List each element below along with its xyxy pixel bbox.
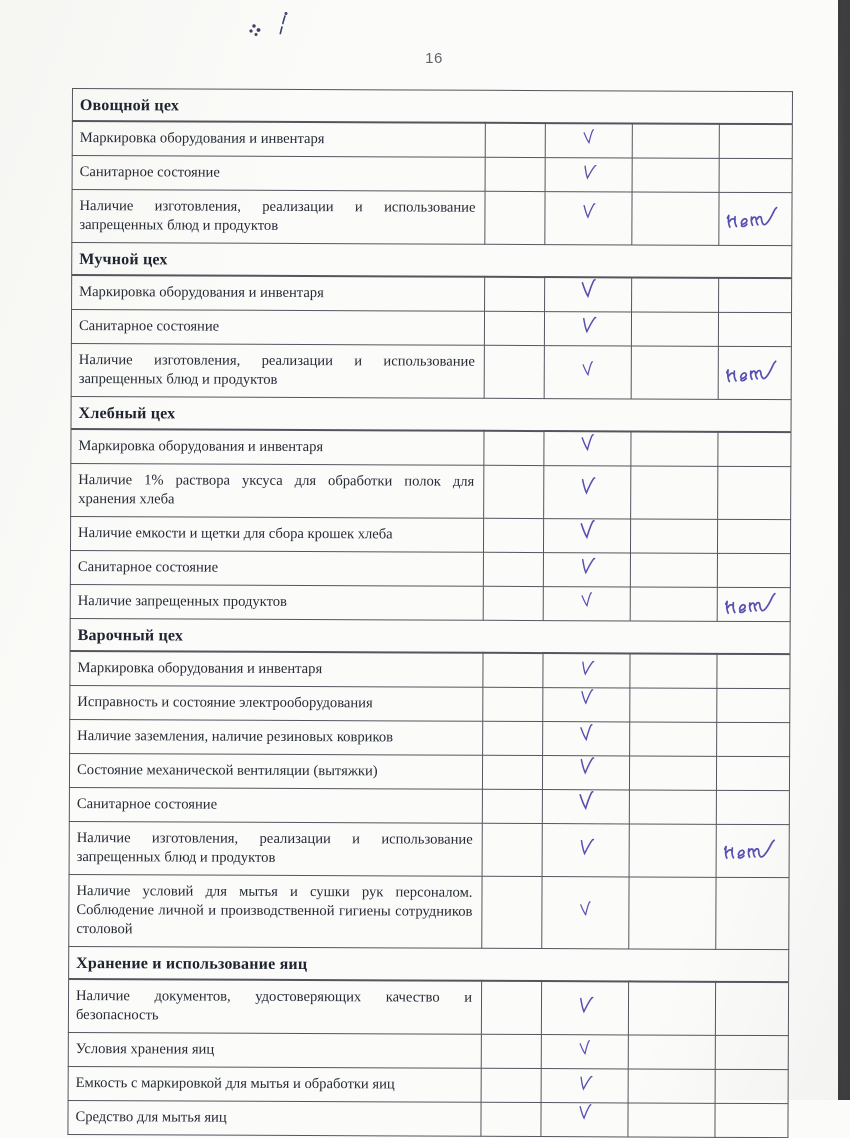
checkmark-icon	[577, 1040, 592, 1058]
item-text: Санитарное состояние	[77, 559, 219, 576]
note-cell	[715, 1069, 788, 1103]
handwritten-note	[719, 354, 792, 391]
checkmark-icon	[577, 1103, 592, 1122]
note-cell	[718, 346, 791, 399]
handwritten-note	[720, 200, 792, 236]
empty-cell-1	[481, 981, 541, 1035]
section-header-cell	[72, 89, 792, 125]
empty-cell-1	[482, 823, 542, 876]
checkmark-icon	[579, 314, 598, 337]
note-cell	[717, 654, 790, 689]
section-header-cell	[71, 396, 791, 432]
empty-cell-1	[485, 157, 545, 191]
empty-cell-1	[485, 277, 545, 312]
item-text-cell	[69, 874, 482, 948]
item-text-cell	[69, 821, 482, 876]
empty-cell-1	[484, 345, 544, 398]
empty-cell-2	[630, 722, 717, 756]
check-cell	[542, 790, 629, 824]
empty-cell-2	[629, 756, 716, 790]
checkmark-icon	[579, 688, 594, 707]
section-header-row	[70, 618, 790, 654]
empty-cell-2	[632, 277, 719, 312]
check-cell	[542, 877, 629, 949]
check-cell	[542, 824, 629, 877]
item-text: Наличие запрещенных продуктов	[77, 593, 288, 610]
item-text-cell	[71, 429, 484, 465]
checkmark-icon	[578, 555, 597, 578]
checkmark-icon	[578, 658, 595, 679]
scan-edge-shadow	[838, 0, 850, 1100]
note-cell	[716, 877, 789, 949]
note-cell	[716, 790, 789, 824]
empty-cell-2	[632, 123, 719, 158]
note-cell	[716, 756, 789, 790]
item-text-cell	[71, 343, 484, 398]
inspection-table-wrap	[67, 88, 792, 1138]
empty-cell-1	[481, 1102, 541, 1136]
item-text-cell	[70, 685, 483, 721]
item-text: Исправность и состояние электрооборудования	[77, 694, 373, 712]
item-text-cell	[68, 1100, 481, 1136]
checkmark-icon	[580, 360, 595, 378]
table-body	[68, 89, 793, 1138]
empty-cell-1	[483, 653, 543, 688]
section-header-row	[72, 243, 792, 279]
handwritten-net-word-icon	[720, 200, 792, 236]
empty-cell-1	[485, 191, 545, 244]
empty-cell-1	[484, 465, 544, 518]
item-text-cell	[68, 1032, 481, 1068]
check-cell	[543, 587, 630, 621]
empty-cell-2	[631, 466, 718, 519]
item-text: Санитарное состояние	[78, 318, 220, 335]
empty-cell-1	[483, 721, 543, 755]
item-text-cell	[72, 190, 485, 245]
note-cell	[715, 982, 788, 1036]
checklist-row	[68, 1066, 788, 1103]
check-cell	[544, 346, 631, 399]
empty-cell-2	[629, 824, 716, 877]
item-text-cell	[68, 1066, 481, 1102]
checklist-row	[71, 463, 791, 519]
checkmark-icon	[578, 475, 596, 498]
item-text-cell	[72, 156, 485, 192]
check-cell	[545, 158, 632, 192]
section-header-row	[71, 396, 791, 432]
checklist-row	[71, 343, 791, 399]
check-cell	[543, 653, 630, 688]
checklist-row	[70, 550, 790, 587]
item-text: Наличие изготовления, реализации и использование запрещенных блюд и продуктов	[76, 830, 473, 866]
empty-cell-2	[630, 688, 717, 722]
note-cell	[717, 553, 790, 587]
check-cell	[542, 756, 629, 790]
checkmark-icon	[581, 129, 596, 147]
checklist-row	[72, 275, 792, 313]
item-text-cell	[69, 787, 482, 823]
note-cell	[717, 587, 790, 621]
check-cell	[541, 1069, 628, 1103]
checkmark-icon	[576, 1073, 593, 1094]
item-text: Наличие условий для мытья и сушки рук персоналом. Соблюдение личной и производственной гигиены сотрудников столовой	[76, 883, 473, 938]
handwritten-note	[719, 586, 791, 622]
note-cell	[718, 312, 791, 346]
checklist-row	[71, 429, 791, 467]
empty-cell-1	[482, 876, 542, 948]
checkmark-icon	[578, 901, 593, 919]
checklist-row	[69, 753, 789, 790]
checkmark-icon	[578, 519, 596, 542]
check-cell	[541, 1035, 628, 1069]
item-text: Наличие заземления, наличие резиновых ковриков	[77, 728, 394, 746]
section-header-cell	[72, 243, 792, 279]
item-text: Наличие емкости и щетки для сбора крошек хлеба	[78, 525, 393, 543]
item-text: Условия хранения яиц	[75, 1041, 215, 1058]
handwritten-net-word-icon	[718, 833, 789, 866]
checklist-row	[72, 156, 792, 193]
empty-cell-1	[481, 1034, 541, 1068]
item-text-cell	[72, 275, 485, 311]
item-text-cell	[70, 584, 483, 620]
item-text: Маркировка оборудования и инвентаря	[77, 660, 323, 678]
check-cell	[543, 688, 630, 722]
empty-cell-2	[629, 790, 716, 824]
checkmark-icon	[576, 836, 595, 859]
checkmark-icon	[579, 278, 597, 301]
item-text-cell	[70, 651, 483, 687]
checklist-row	[69, 874, 789, 949]
item-text: Емкость с маркировкой для мытья и обработки яиц	[75, 1075, 395, 1093]
empty-cell-2	[630, 553, 717, 587]
item-text-cell	[71, 310, 484, 346]
empty-cell-1	[483, 518, 543, 552]
empty-cell-2	[629, 877, 716, 949]
item-text-cell	[69, 753, 482, 789]
pen-scribble-marks	[238, 10, 308, 44]
checklist-row	[70, 584, 790, 621]
check-cell	[544, 466, 631, 519]
item-text: Состояние механической вентиляции (вытяжки)	[76, 762, 378, 780]
inspection-checklist-table	[67, 88, 793, 1138]
note-cell	[716, 824, 789, 877]
check-cell	[541, 1103, 628, 1137]
item-text: Маркировка оборудования и инвентаря	[78, 438, 324, 456]
item-text-cell	[71, 463, 484, 518]
empty-cell-1	[481, 1068, 541, 1102]
item-text-cell	[68, 979, 481, 1034]
check-cell	[543, 553, 630, 587]
checklist-row	[68, 1032, 788, 1069]
item-text: Санитарное состояние	[76, 796, 218, 813]
empty-cell-2	[630, 519, 717, 553]
note-cell	[717, 722, 790, 756]
note-cell	[719, 278, 792, 313]
check-cell	[543, 722, 630, 756]
checklist-row	[70, 516, 790, 553]
checklist-row	[70, 651, 790, 689]
checkmark-icon	[578, 723, 594, 744]
section-title: Овощной цех	[79, 97, 180, 115]
note-cell	[717, 519, 790, 553]
checkmark-icon	[579, 592, 594, 610]
note-cell	[718, 466, 791, 519]
item-text: Санитарное состояние	[79, 164, 220, 181]
empty-cell-2	[631, 431, 718, 466]
section-header-row	[72, 89, 792, 125]
checklist-row	[68, 1100, 788, 1137]
empty-cell-2	[632, 158, 719, 192]
empty-cell-2	[630, 587, 717, 621]
item-text-cell	[70, 550, 483, 586]
section-title: Хлебный цех	[78, 405, 176, 423]
checkmark-icon	[581, 202, 596, 221]
check-cell	[544, 431, 631, 466]
empty-cell-2	[632, 192, 719, 245]
check-cell	[544, 312, 631, 346]
checklist-row	[72, 190, 792, 246]
page-number: 16	[425, 50, 443, 67]
checklist-row	[70, 719, 790, 756]
checkmark-icon	[577, 790, 595, 813]
empty-cell-2	[631, 346, 718, 399]
section-title: Мучной цех	[79, 251, 168, 269]
note-cell	[719, 158, 792, 192]
section-title: Варочный цех	[77, 627, 184, 645]
checklist-row	[69, 821, 789, 877]
empty-cell-1	[483, 687, 543, 721]
item-text: Наличие изготовления, реализации и использование запрещенных блюд и продуктов	[79, 198, 476, 234]
empty-cell-1	[484, 431, 544, 466]
checkmark-icon	[577, 755, 595, 778]
note-cell	[717, 688, 790, 722]
empty-cell-1	[485, 123, 545, 158]
item-text: Маркировка оборудования и инвентаря	[79, 130, 325, 148]
empty-cell-1	[482, 789, 542, 823]
item-text-cell	[72, 121, 485, 157]
handwritten-net-word-icon	[719, 354, 792, 391]
empty-cell-1	[483, 552, 543, 586]
item-text: Маркировка оборудования и инвентаря	[79, 284, 324, 302]
empty-cell-1	[484, 311, 544, 345]
check-cell	[545, 192, 632, 245]
note-cell	[715, 1035, 788, 1069]
item-text: Наличие документов, удостоверяющих качество и безопасность	[75, 988, 473, 1024]
empty-cell-2	[631, 312, 718, 346]
checklist-row	[70, 685, 790, 722]
check-cell	[545, 277, 632, 312]
handwritten-note	[718, 833, 789, 866]
item-text-cell	[70, 719, 483, 755]
item-text: Наличие изготовления, реализации и использование запрещенных блюд и продуктов	[78, 352, 475, 388]
checkmark-icon	[576, 994, 595, 1017]
checklist-row	[72, 121, 792, 159]
check-cell	[541, 981, 628, 1035]
empty-cell-2	[628, 1103, 715, 1137]
note-cell	[719, 192, 792, 245]
note-cell	[718, 432, 791, 467]
note-cell	[715, 1103, 788, 1137]
pen-scribble-icon	[238, 10, 308, 44]
item-text: Средство для мытья яиц	[75, 1109, 227, 1126]
checkmark-icon	[580, 162, 597, 183]
empty-cell-1	[483, 586, 543, 620]
item-text: Наличие 1% раствора уксуса для обработки полок для хранения хлеба	[78, 472, 475, 508]
checklist-row	[69, 787, 789, 824]
empty-cell-2	[628, 981, 715, 1035]
checklist-row	[71, 310, 791, 347]
empty-cell-2	[628, 1069, 715, 1103]
empty-cell-2	[630, 653, 717, 688]
handwritten-net-word-icon	[719, 586, 791, 622]
empty-cell-1	[482, 755, 542, 789]
section-header-cell	[70, 618, 790, 654]
checklist-row	[68, 979, 788, 1036]
note-cell	[719, 124, 792, 159]
checkmark-icon	[579, 433, 595, 454]
section-header-row	[69, 946, 789, 982]
item-text-cell	[70, 516, 483, 552]
empty-cell-2	[628, 1035, 715, 1069]
check-cell	[545, 123, 632, 158]
section-header-cell	[69, 946, 789, 982]
section-title: Хранение и использование яиц	[76, 955, 308, 974]
check-cell	[543, 519, 630, 553]
